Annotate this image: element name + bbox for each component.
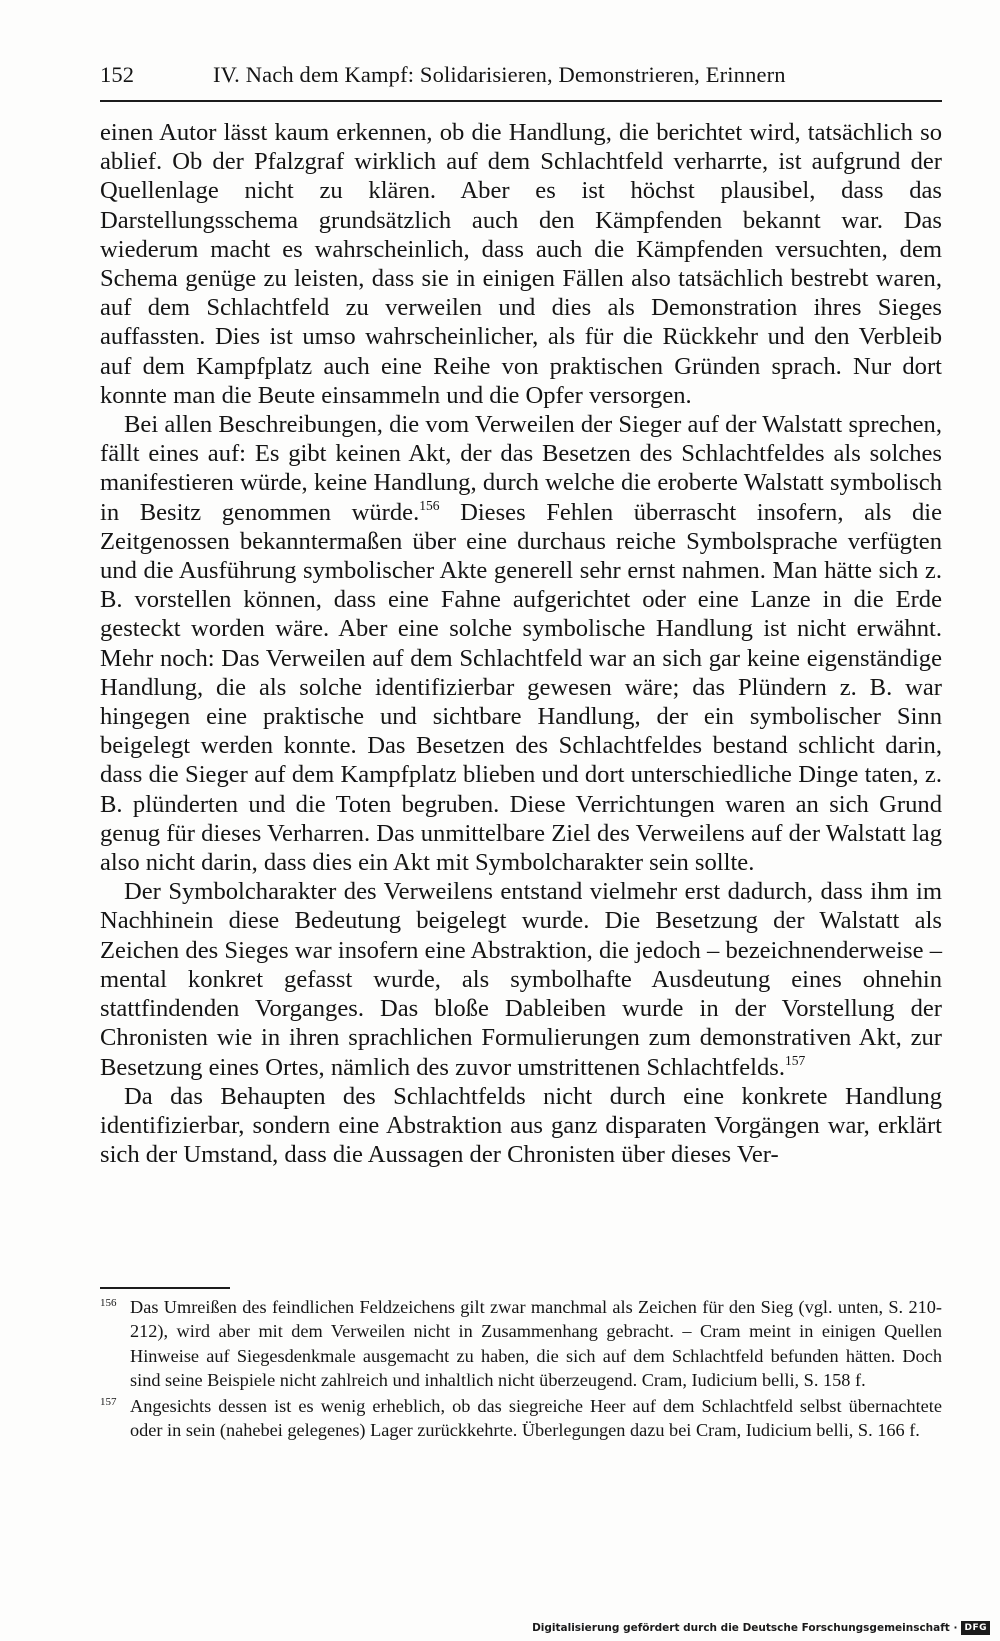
paragraph bbox=[100, 877, 942, 1081]
main-text bbox=[100, 118, 942, 1169]
footnote bbox=[100, 1394, 942, 1443]
paragraph-text: Dieses Fehlen überrascht insofern, als die Zeitgenossen bekanntermaßen über eine durchaus reiche Symbolsprache verfügten und die Ausführung symbolischer Akte generell sehr ernst nahmen. Man hätte sich z. B. vorstellen können, dass eine Fahne aufgerichtet oder eine Lanze in die Erde gesteckt worden wäre. Aber eine solche symbolische Handlung ist nicht erwähnt. Mehr noch: Das Verweilen auf dem Schlachtfeld war an sich gar keine eigenständige Handlung, die als solche identifizierbar gewesen wäre; das Plündern z. B. war hingegen eine praktische und sichtbare Handlung, der ein symbolischer Sinn beigelegt werden konnte. Das Besetzen des Schlachtfeldes bestand schlicht darin, dass die Sieger auf dem Kampfplatz blieben und dort unterschiedliche Dinge taten, z. B. plünderten und die Toten begruben. Diese Verrichtungen waren an sich Grund genug für dieses Verharren. Das unmittelbare Ziel des Verweilens auf der Walstatt lag also nicht darin, dass dies ein Akt mit Symbolcharakter sein sollte. bbox=[100, 498, 943, 877]
footnote-text: Angesichts dessen ist es wenig erheblich, ob das siegreiche Heer auf dem Schlachtfeld selbst übernachtete oder in sein (nahebei gelegenes) Lager zurückkehrte. Überlegungen dazu bei Cram, Iudicium belli, S. 166 f. bbox=[130, 1396, 942, 1441]
header-rule bbox=[100, 100, 942, 102]
paragraph bbox=[100, 410, 942, 877]
dfg-logo: DFG bbox=[961, 1621, 990, 1635]
credit-text: Digitalisierung gefördert durch die Deutsche Forschungsgemeinschaft · bbox=[532, 1622, 958, 1634]
paragraph-text: Bei allen Beschreibungen, die vom Verweilen der Sieger auf der Walstatt sprechen, fällt eines auf: Es gibt keinen Akt, der das Besetzen des Schlachtfeldes als solches manifestieren würde, keine Handlung, durch welche die eroberte Walstatt symbolisch in Besitz genommen würde. bbox=[100, 411, 942, 526]
paragraph-text: Der Symbolcharakter des Verweilens entstand vielmehr erst dadurch, dass ihm im Nachhinein diese Bedeutung beigelegt wurde. Die Besetzung der Walstatt als Zeichen des Sieges war insofern eine Abstraktion, die jedoch – bezeichnenderweise – mental konkret gefasst wurde, als symbolhafte Ausdeutung eines ohnehin stattfindenden Vorganges. Das bloße Dableiben wurde in der Vorstellung der Chronisten wie in ihren sprachlichen Formulierungen zum demonstrativen Akt, zur Besetzung eines Ortes, nämlich des zuvor umstrittenen Schlachtfelds. bbox=[100, 878, 942, 1081]
paragraph-text: Da das Behaupten des Schlachtfelds nicht durch eine konkrete Handlung identifizierbar, sondern eine Abstraktion aus ganz disparaten Vorgängen war, erklärt sich der Umstand, dass die Aussagen der Chronisten über dieses Ver- bbox=[100, 1082, 942, 1169]
footnote-number: 156 bbox=[100, 1297, 117, 1309]
footnote-text: Das Umreißen des feindlichen Feldzeichens gilt zwar manchmal als Zeichen für den Sieg (vgl. unten, S. 210-212), wird aber mit dem Verweilen nicht in Zusammenhang gebracht. – Cram meint in einigen Quellen Hinweise auf Siegesdenkmale ausgemacht zu haben, die sich auf dem Schlachtfeld befunden hätten. Doch sind seine Beispiele nicht zahlreich und inhaltlich nicht überzeugend. Cram, Iudicium belli, S. 158 f. bbox=[130, 1297, 942, 1390]
chapter-title: IV. Nach dem Kampf: Solidarisieren, Demonstrieren, Erinnern bbox=[213, 62, 786, 87]
footnote-rule bbox=[100, 1287, 230, 1289]
footnote bbox=[100, 1295, 942, 1392]
paragraph bbox=[100, 118, 942, 410]
paragraph bbox=[100, 1082, 942, 1170]
running-head bbox=[100, 60, 940, 100]
digitization-credit bbox=[532, 1619, 990, 1637]
footnote-reference[interactable]: 156 bbox=[419, 497, 440, 513]
footnote-number: 157 bbox=[100, 1396, 117, 1409]
paragraph-text: einen Autor lässt kaum erkennen, ob die Handlung, die berichtet wird, tatsächlich so ablief. Ob der Pfalzgraf wirklich auf dem Schlachtfeld verharrte, ist aufgrund der Quellenlage nicht zu klären. Aber es ist höchst plausibel, dass das Darstellungsschema grundsätzlich auch den Kämpfenden bekannt war. Das wiederum macht es wahrscheinlich, dass auch die Kämpfenden versuchten, dem Schema genüge zu leisten, dass sie in einigen Fällen also tatsächlich bestrebt waren, auf dem Schlachtfeld zu verweilen und dies als Demonstration ihres Sieges auffassten. Dies ist umso wahrscheinlicher, als für die Rückkehr und den Verbleib auf dem Kampfplatz auch eine Reihe von praktischen Gründen sprach. Nur dort konnte man die Beute einsammeln und die Opfer versorgen. bbox=[100, 119, 942, 409]
page-number: 152 bbox=[100, 62, 135, 87]
footnotes bbox=[100, 1295, 942, 1445]
footnote-reference[interactable]: 157 bbox=[785, 1052, 806, 1068]
